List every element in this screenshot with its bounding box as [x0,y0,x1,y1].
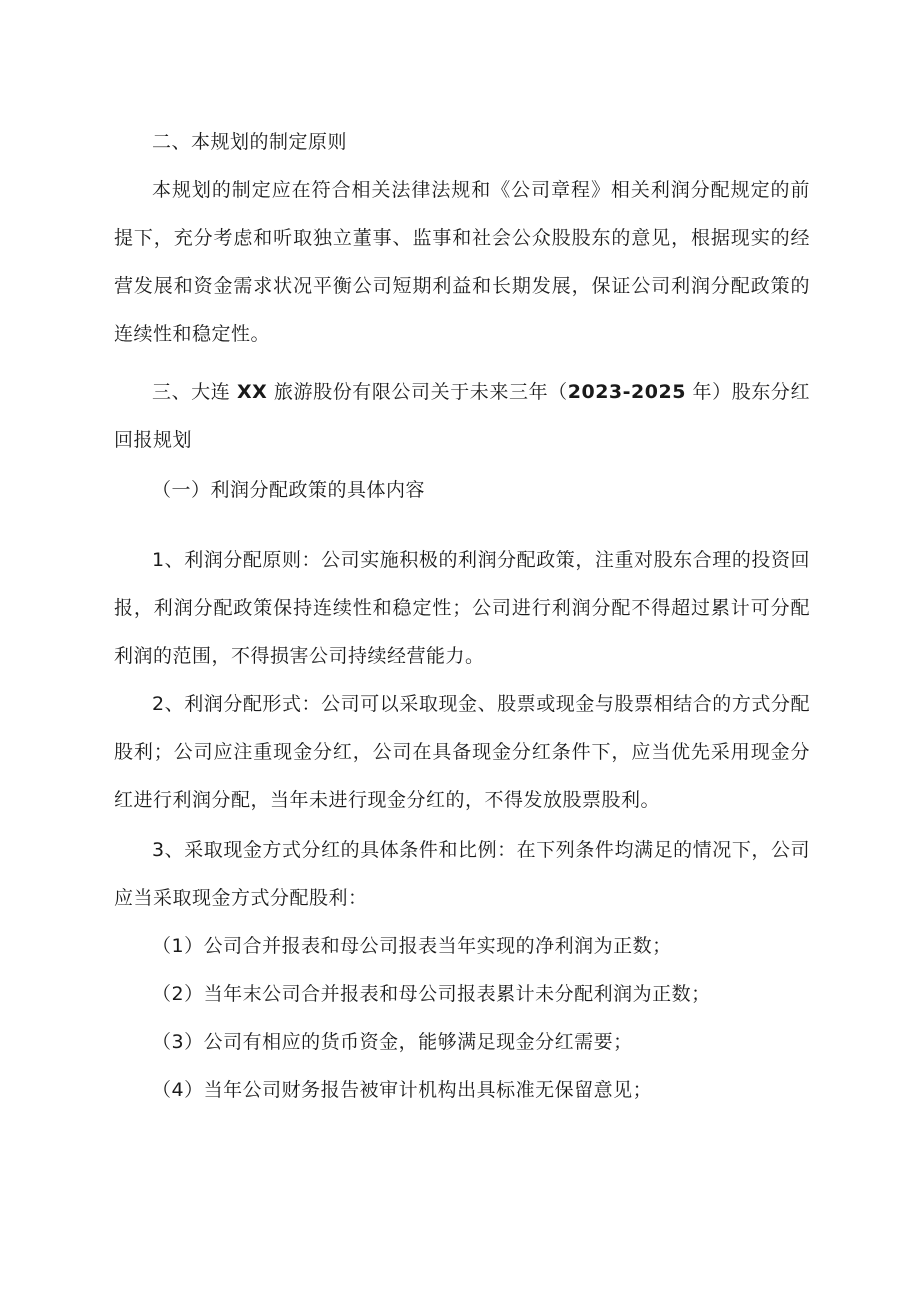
item-1-text: 1、利润分配原则：公司实施积极的利润分配政策，注重对股东合理的投资回报，利润分配政策保持连续性和稳定性；公司进行利润分配不得超过累计可分配利润的范围，不得损害公司持续经营能力。 [114,549,810,667]
condition-4 [152,1066,810,1114]
section-2-heading-text: 二、本规划的制定原则 [152,131,348,153]
item-3-text: 3、采取现金方式分红的具体条件和比例：在下列条件均满足的情况下，公司应当采取现金方式分配股利： [114,839,810,909]
condition-3-text: （3）公司有相应的货币资金，能够满足现金分红需要； [152,1031,633,1053]
condition-3 [152,1018,810,1066]
item-2-text: 2、利润分配形式：公司可以采取现金、股票或现金与股票相结合的方式分配股利；公司应注重现金分红，公司在具备现金分红条件下，应当优先采用现金分红进行利润分配，当年未进行现金分红的，不得发放股票股利。 [114,693,810,811]
condition-1 [152,922,810,970]
item-1 [114,536,810,680]
item-3 [114,826,810,922]
section-3-heading-part1: 三、大连 [152,381,237,403]
section-2-body [114,166,810,358]
section-3-heading-bold1: XX [236,381,268,403]
section-2-heading [152,118,810,166]
section-3-heading-bold2: 2023-2025 [567,381,686,403]
section-3-heading-part2: 旅游股份有限公司关于未来三年（ [267,381,568,403]
condition-1-text: （1）公司合并报表和母公司报表当年实现的净利润为正数； [152,935,672,957]
subsection-1-heading-text: （一）利润分配政策的具体内容 [152,479,426,501]
section-3-heading-part3: 年）股东分红回报规划 [114,381,810,451]
item-2 [114,680,810,824]
condition-2-text: （2）当年末公司合并报表和母公司报表累计未分配利润为正数； [152,983,711,1005]
subsection-1-heading [152,466,810,514]
section-3-heading [114,368,810,464]
condition-2 [152,970,810,1018]
section-2-body-text: 本规划的制定应在符合相关法律法规和《公司章程》相关利润分配规定的前提下，充分考虑和听取独立董事、监事和社会公众股股东的意见，根据现实的经营发展和资金需求状况平衡公司短期利益和长期发展，保证公司利润分配政策的连续性和稳定性。 [114,179,810,345]
condition-4-text: （4）当年公司财务报告被审计机构出具标准无保留意见； [152,1079,653,1101]
